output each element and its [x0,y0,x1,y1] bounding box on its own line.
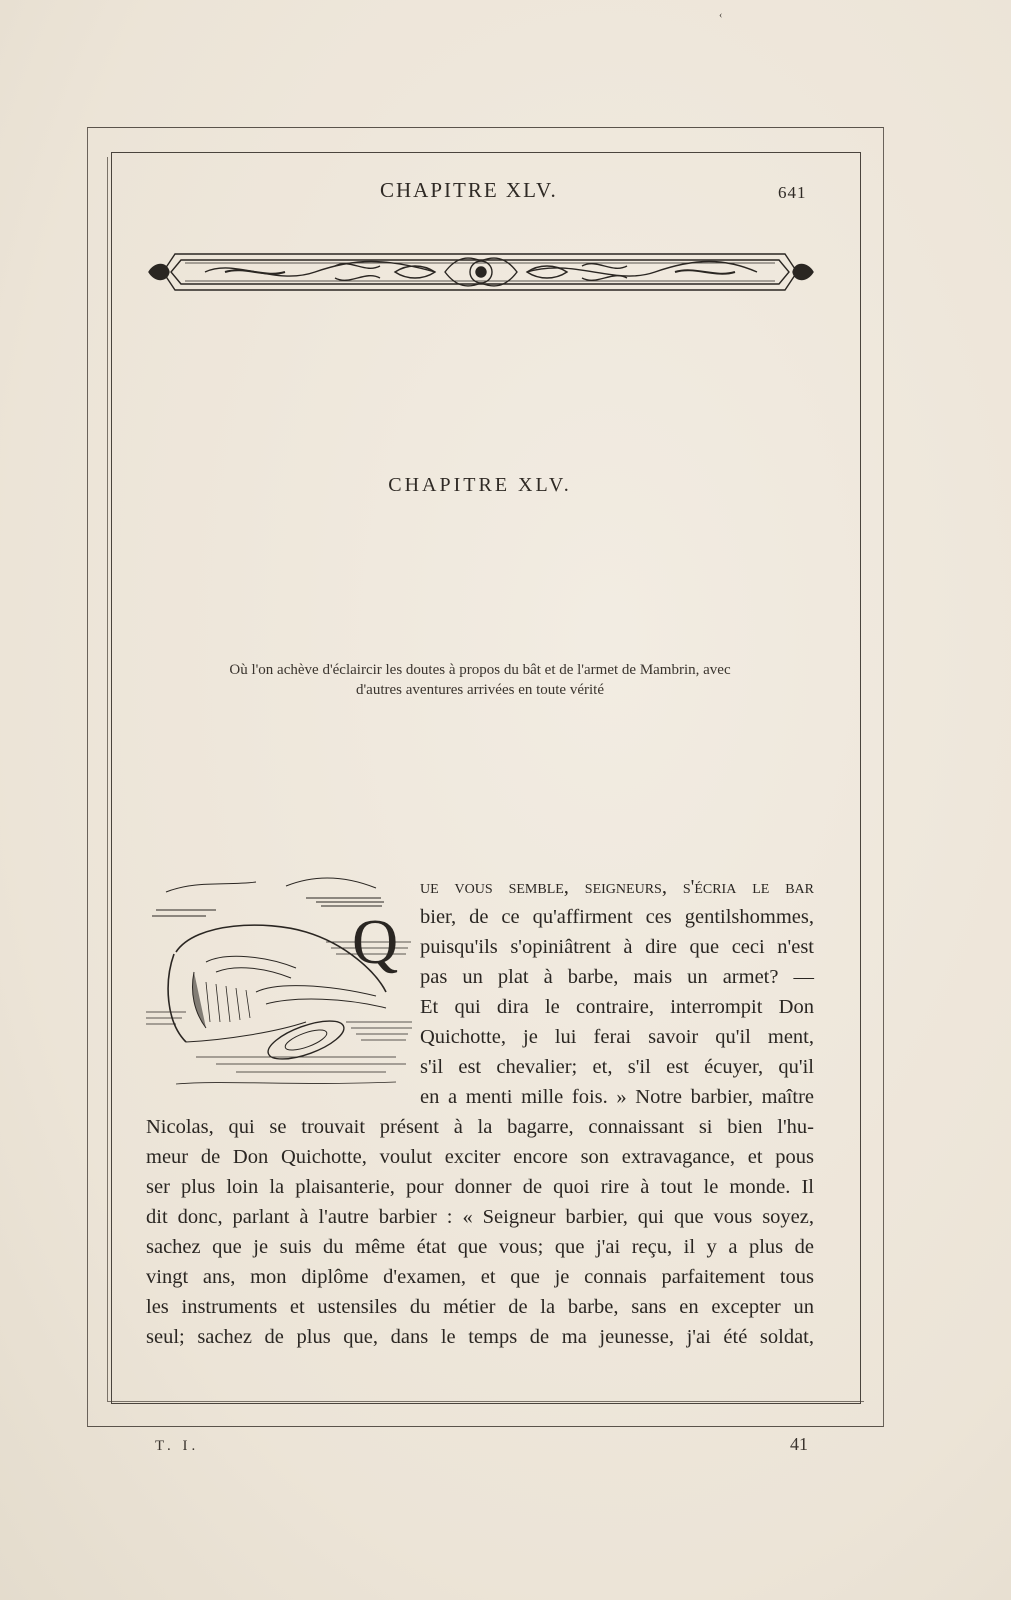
text-line: ser plus loin la plaisanterie, pour donner de quoi rire à tout le monde. Il [146,1176,814,1198]
signature-mark: T. I. [155,1438,200,1454]
running-head: CHAPITRE XLV. [380,178,558,202]
page-number: 641 [778,183,807,202]
text-line: s'il est chevalier; et, s'il est écuyer, qu'il [420,1056,814,1078]
text-line: Quichotte, je lui ferai savoir qu'il ment, [420,1026,814,1048]
text-line: bier, de ce qu'affirment ces gentilshommes, [420,906,814,928]
text-line: les instruments et ustensiles du métier de la barbe, sans en excepter un [146,1296,814,1318]
text-line: sachez que je suis du même état que vous; que j'ai reçu, il y a plus de [146,1236,814,1258]
text-line: Nicolas, qui se trouvait présent à la bagarre, connaissant si bien l'hu- [146,1116,814,1138]
text-line: en a menti mille fois. » Notre barbier, maître [420,1086,814,1108]
top-mark: ‹ [719,10,723,21]
sheet-number: 41 [790,1434,808,1454]
drop-cap: Q [352,906,399,977]
text-line: puisqu'ils s'opiniâtrent à dire que ceci n'est [420,936,814,958]
text-line: seul; sachez de plus que, dans le temps de ma jeunesse, j'ai été soldat, [146,1326,814,1348]
text-line: meur de Don Quichotte, voulut exciter encore son extravagance, et pous [146,1146,814,1168]
text-line: Et qui dira le contraire, interrompit Don [420,996,814,1018]
text-line: ue vous semble, seigneurs, s'écria le bar [420,876,814,898]
summary-line: Où l'on achève d'éclaircir les doutes à propos du bât et de l'armet de Mambrin, avec [229,662,731,678]
chapter-summary [170,660,790,700]
text-line: pas un plat à barbe, mais un armet? — [420,966,814,988]
text-line: dit donc, parlant à l'autre barbier : « Seigneur barbier, qui que vous soyez, [146,1206,814,1228]
summary-line: d'autres aventures arrivées en toute vérité [355,682,604,698]
text-line: vingt ans, mon diplôme d'examen, et que je connais parfaitement tous [146,1266,814,1288]
decorative-banner [145,244,817,300]
chapter-title: CHAPITRE XLV. [388,474,572,496]
